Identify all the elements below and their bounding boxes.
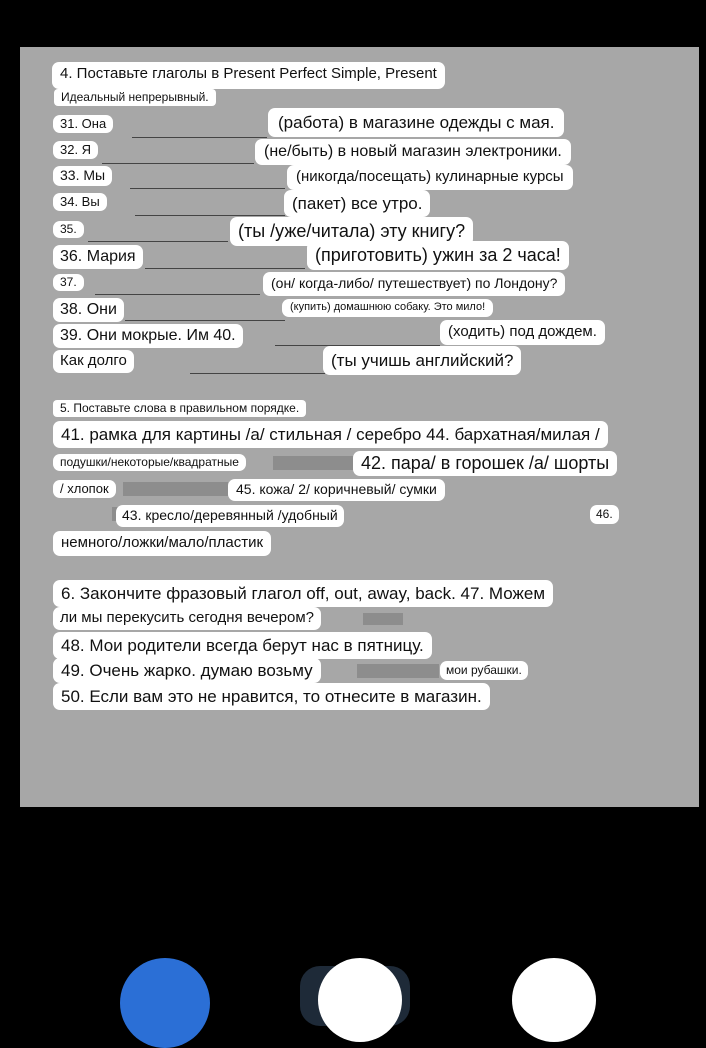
row-35-text: (ты /уже/читала) эту книгу? <box>230 217 473 246</box>
row-34-blank <box>135 215 285 216</box>
row-40-blank <box>190 373 325 374</box>
row-36-num: 36. Мария <box>53 245 143 269</box>
row-40-text: (ты учишь английский? <box>323 346 521 375</box>
section5-line46: 46. <box>590 505 619 524</box>
row-32-blank <box>102 163 254 164</box>
section5-blank-cotton <box>123 482 228 496</box>
row-37-blank <box>95 294 260 295</box>
section5-line45: 45. кожа/ 2/ коричневый/ сумки <box>228 479 445 501</box>
row-37-num: 37. <box>53 274 84 291</box>
section5-title: 5. Поставьте слова в правильном порядке. <box>53 400 306 417</box>
row-31-blank <box>132 137 267 138</box>
row-32-num: 32. Я <box>53 141 98 159</box>
row-33-num: 33. Мы <box>53 166 112 186</box>
row-32-text: (не/быть) в новый магазин электроники. <box>255 139 571 165</box>
section6-line49b: мои рубашки. <box>440 661 528 680</box>
row-34-num: 34. Вы <box>53 193 107 211</box>
row-36-text: (приготовить) ужин за 2 часа! <box>307 241 569 270</box>
section6-line50: 50. Если вам это не нравится, то отнесите в магазин. <box>53 683 490 710</box>
row-33-blank <box>130 188 285 189</box>
row-38-blank <box>125 320 285 321</box>
worksheet-image <box>20 47 699 807</box>
row-38-text: (купить) домашнюю собаку. Это мило! <box>282 299 493 317</box>
row-36-blank <box>145 268 305 269</box>
row-33-text: (никогда/посещать) кулинарные курсы <box>287 165 573 190</box>
white-action-button-right[interactable] <box>512 958 596 1042</box>
row-39-num: 39. Они мокрые. Им 40. <box>53 324 243 348</box>
row-37-text: (он/ когда-либо/ путешествует) по Лондону? <box>263 272 565 296</box>
row-35-blank <box>88 241 228 242</box>
section5-pillows: подушки/некоторые/квадратные <box>53 454 246 471</box>
section5-line42: 42. пара/ в горошек /а/ шорты <box>353 451 617 476</box>
row-34-text: (пакет) все утро. <box>284 190 430 217</box>
row-35-num: 35. <box>53 221 84 238</box>
row-38-num: 38. Они <box>53 298 124 322</box>
section5-blank-pillows <box>273 456 353 470</box>
section6-line1: 6. Закончите фразовый глагол off, out, away, back. 47. Можем <box>53 580 553 607</box>
section5-last: немного/ложки/мало/пластик <box>53 531 271 556</box>
row-40-num: Как долго <box>53 350 134 373</box>
row-31-text: (работа) в магазине одежды с мая. <box>268 108 564 137</box>
white-action-button[interactable] <box>318 958 402 1042</box>
section5-cotton: / хлопок <box>53 480 116 498</box>
section6-line2: ли мы перекусить сегодня вечером? <box>53 607 321 630</box>
section4-subtitle: Идеальный непрерывный. <box>54 89 216 106</box>
section6-blank-49 <box>357 664 439 678</box>
blue-action-button[interactable] <box>120 958 210 1048</box>
section5-line43: 43. кресло/деревянный /удобный <box>116 505 344 527</box>
section6-line49: 49. Очень жарко. думаю возьму <box>53 658 321 683</box>
section5-line41: 41. рамка для картины /а/ стильная / серебро 44. бархатная/милая / <box>53 421 608 448</box>
row-31-num: 31. Она <box>53 115 113 133</box>
section6-blank-47 <box>363 613 403 625</box>
section6-line48: 48. Мои родители всегда берут нас в пятницу. <box>53 632 432 659</box>
row-39-text: (ходить) под дождем. <box>440 320 605 345</box>
section4-title: 4. Поставьте глаголы в Present Perfect Simple, Present <box>52 62 445 89</box>
